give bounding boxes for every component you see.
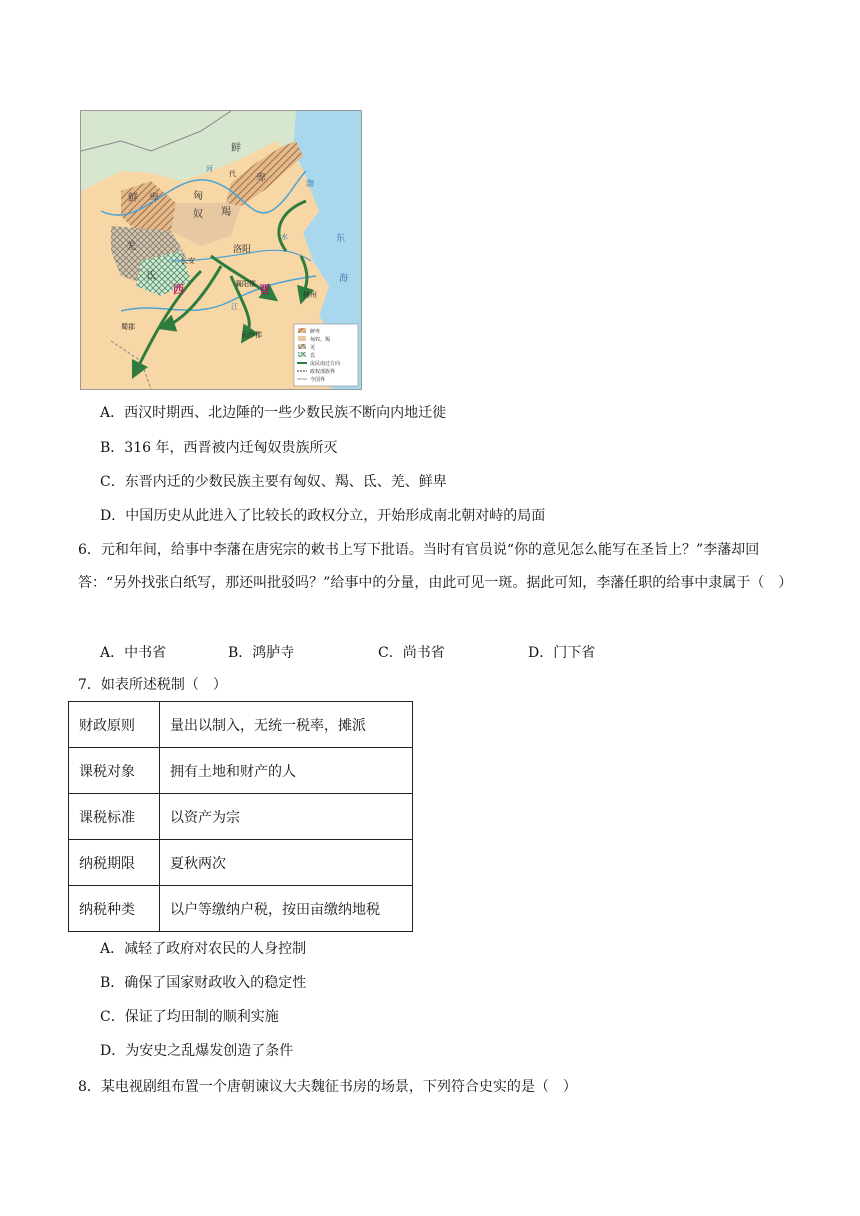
table-value: 以资产为宗	[160, 794, 413, 840]
label-hai: 海	[339, 274, 349, 284]
legend-item-5: 流民南迁方向	[310, 361, 341, 367]
q7-option-a[interactable]: A．减轻了政府对农民的人身控制	[100, 941, 307, 957]
table-value: 夏秋两次	[160, 840, 413, 886]
table-key: 财政原则	[69, 702, 160, 748]
map-svg	[81, 111, 361, 389]
label-luoyang: 洛阳	[233, 245, 252, 255]
legend-item-6: 政权部族界	[310, 369, 336, 375]
table-row	[69, 702, 413, 748]
label-dai: 代	[229, 170, 236, 178]
q6-option-d[interactable]: D．门下省	[528, 645, 596, 661]
migration-map	[80, 110, 362, 390]
label-xianbei-2: 卑	[256, 173, 266, 184]
q5-option-b[interactable]: B．316 年，西晋被内迁匈奴贵族所灭	[100, 440, 338, 456]
table-key: 纳税种类	[69, 886, 160, 932]
q6-option-c[interactable]: C．尚书省	[378, 645, 445, 661]
label-xianbei-3: 鲜	[128, 193, 138, 204]
q8-stem: 8．某电视剧组布置一个唐朝谏议大夫魏征书房的场景，下列符合史实的是（ ）	[78, 1079, 577, 1095]
q7-option-b[interactable]: B．确保了国家财政收入的稳定性	[100, 975, 307, 991]
legend-item-4: 氐	[310, 353, 316, 359]
label-xiangyang: 襄阳郡	[235, 280, 256, 288]
label-xiongnu-2: 奴	[193, 209, 203, 220]
q5-option-c[interactable]: C．东晋内迁的少数民族主要有匈奴、羯、氐、羌、鲜卑	[100, 474, 447, 490]
table-key: 课税对象	[69, 748, 160, 794]
table-value: 量出以制入，无统一税率，摊派	[160, 702, 413, 748]
label-jie: 羯	[221, 207, 231, 218]
table-row	[69, 840, 413, 886]
table-value: 以户等缴纳户税，按田亩缴纳地税	[160, 886, 413, 932]
label-he: 河	[206, 165, 213, 173]
label-xianbei-4: 卑	[149, 193, 159, 204]
label-jiang: 江	[231, 303, 238, 311]
q6-option-a[interactable]: A．中书省	[100, 645, 167, 661]
table-value: 拥有土地和财产的人	[160, 748, 413, 794]
table-row	[69, 794, 413, 840]
legend-item-1: 鲜卑	[310, 329, 321, 335]
legend-item-7: 今国界	[310, 377, 326, 383]
label-chengdu: 蜀郡	[121, 323, 135, 331]
label-dong: 东	[336, 234, 346, 244]
label-jin: 晋	[259, 283, 270, 296]
table-row	[69, 748, 413, 794]
q5-option-a[interactable]: A．西汉时期西、北边陲的一些少数民族不断向内地迁徙	[100, 405, 447, 421]
legend-item-3: 羌	[310, 345, 316, 351]
q6-stem: 6．元和年间，给事中李藩在唐宪宗的敕书上写下批语。当时有官员说“你的意见怎么能写在圣旨上？”李藩却回答：“另外找张白纸写，那还叫批驳吗？”给事中的分量，由此可见一斑。据此可知，李藩任职的给事中隶属于（ ）	[78, 542, 793, 591]
label-yangzhou: 扬州	[303, 291, 317, 299]
label-changsha: 长沙郡	[241, 331, 262, 339]
label-changan: 长安	[181, 257, 195, 265]
table-key: 课税标准	[69, 794, 160, 840]
table-key: 纳税期限	[69, 840, 160, 886]
label-xianbei-1: 鲜	[231, 143, 241, 154]
label-shui: 水	[281, 233, 288, 241]
label-qiang: 羌	[126, 241, 136, 252]
q5-option-d[interactable]: D．中国历史从此进入了比较长的政权分立，开始形成南北朝对峙的局面	[100, 508, 546, 524]
table-row	[69, 886, 413, 932]
q7-option-c[interactable]: C．保证了均田制的顺利实施	[100, 1009, 279, 1025]
q7-option-d[interactable]: D．为安史之乱爆发创造了条件	[100, 1043, 294, 1059]
label-xi: 西	[173, 283, 184, 296]
legend-item-2: 匈奴、羯	[310, 337, 331, 343]
tax-table	[68, 701, 413, 932]
label-xiongnu-1: 匈	[193, 191, 203, 202]
q7-stem: 7．如表所述税制（ ）	[78, 677, 227, 693]
label-di: 氐	[146, 271, 156, 282]
label-bo: 渤	[306, 179, 314, 188]
q6-option-b[interactable]: B．鸿胪寺	[228, 645, 295, 661]
